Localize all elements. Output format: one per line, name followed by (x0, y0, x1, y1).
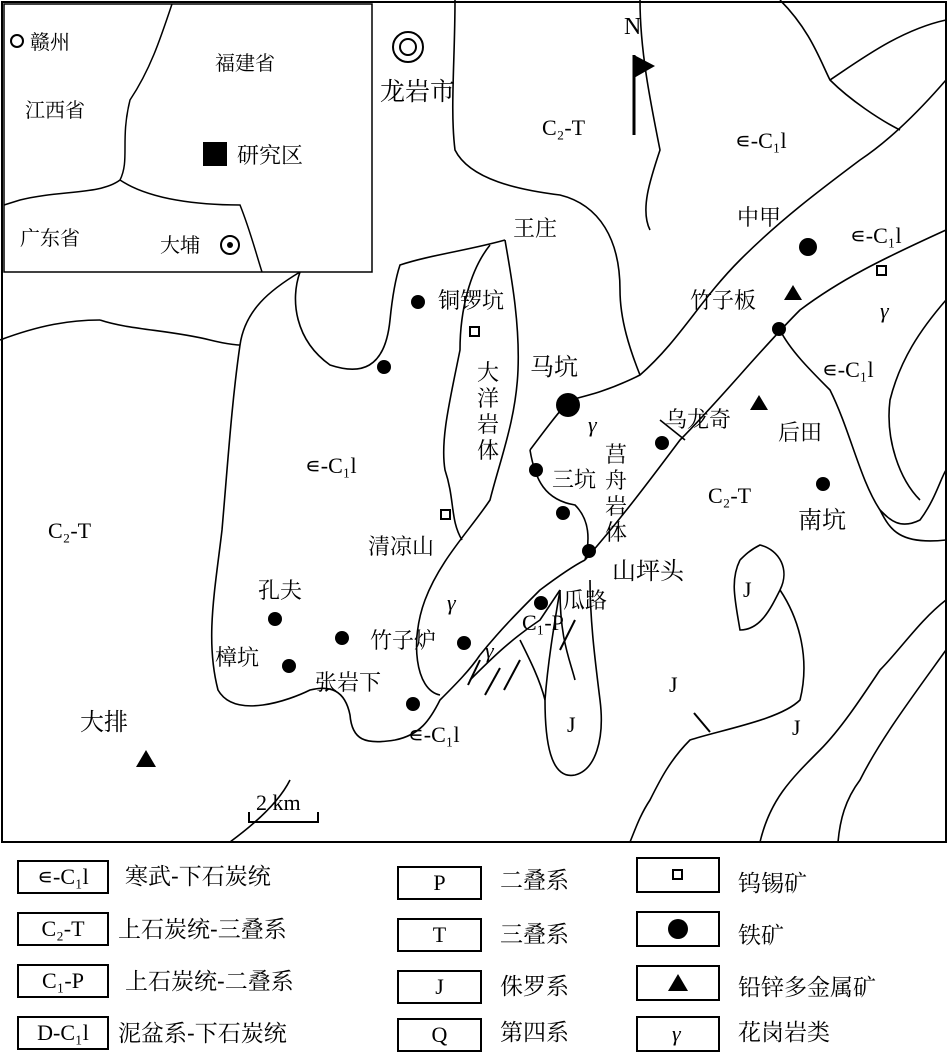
legend-dc1l-label: 泥盆系-下石炭统 (118, 1021, 287, 1047)
place-houtian: 后田 (778, 421, 823, 446)
place-dayang-4: 体 (477, 439, 500, 464)
place-tongluokeng: 铜锣坑 (438, 289, 505, 314)
place-juzhou-2: 舟 (605, 469, 628, 494)
stratum-j-se: J (669, 672, 678, 697)
iron-deposit-icon (655, 436, 669, 450)
inset-map (4, 4, 372, 272)
place-juzhou-1: 莒 (605, 443, 628, 468)
stratum-j-far-se: J (792, 715, 801, 740)
legend-iron-label: 铁矿 (738, 923, 784, 949)
iron-deposit-icon (799, 238, 817, 256)
place-dapai: 大排 (80, 708, 128, 736)
legend-markers (637, 858, 719, 1051)
place-juzhou-4: 体 (605, 521, 628, 546)
place-dayang-3: 岩 (477, 413, 500, 438)
stratum-ec1l-far-ne: ∊-C₁l (850, 223, 902, 248)
place-juzhou-3: 岩 (605, 495, 628, 520)
granite-gamma-4: γ (485, 638, 494, 663)
iron-deposit-icon (335, 631, 349, 645)
longyan-city-inner-icon (400, 39, 416, 55)
inset-ganzhou-label: 赣州 (30, 30, 70, 54)
scale-label: 2 km (256, 790, 301, 815)
stratum-ec1l-ne: ∊-C₁l (735, 128, 787, 153)
legend-tungsten-tin-icon (673, 870, 682, 879)
tungsten-tin-deposit-icon (877, 266, 886, 275)
legend-p-symbol: P (433, 870, 446, 895)
iron-deposit-icon (556, 506, 570, 520)
legend-iron-icon (668, 919, 688, 939)
lead-zinc-deposit-icon (750, 395, 768, 410)
iron-deposit-icon (377, 360, 391, 374)
legend-t-symbol: T (432, 922, 447, 947)
place-dayang-1: 大 (477, 361, 500, 386)
legend-c2t-symbol: C₂-T (41, 916, 85, 941)
tungsten-tin-deposit-icon (441, 510, 450, 519)
ganzhou-city-icon (11, 35, 23, 47)
place-makeng: 马坑 (530, 353, 578, 381)
longyan-label: 龙岩市 (380, 77, 456, 106)
legend-granite-symbol: γ (672, 1021, 681, 1046)
granite-gamma-2: γ (880, 298, 889, 323)
place-zhangyanxia: 张岩下 (315, 671, 382, 696)
place-wangzhuang: 王庄 (513, 217, 558, 242)
iron-deposit-icon (529, 463, 543, 477)
lead-zinc-deposit-icon (784, 285, 802, 300)
legend-c1p-symbol: C₁-P (42, 968, 84, 993)
iron-deposit-icon (282, 659, 296, 673)
dapu-city-center-icon (227, 242, 233, 248)
granite-gamma-3: γ (447, 590, 456, 615)
inset-jiangxi-label: 江西省 (25, 98, 85, 122)
place-zhuziban: 竹子板 (690, 289, 757, 314)
stratum-ec1l-east: ∊-C₁l (822, 357, 874, 382)
tungsten-tin-deposit-icon (470, 327, 479, 336)
legend-dc1l-symbol: D-C₁l (37, 1020, 89, 1045)
legend-ec1l-symbol: ∊-C₁l (37, 864, 89, 889)
granite-gamma-1: γ (588, 412, 597, 437)
place-shanpingtou: 山坪头 (612, 557, 684, 585)
iron-deposit-icon (268, 612, 282, 626)
inset-dapu-label: 大埔 (160, 233, 200, 257)
place-labels (80, 206, 846, 736)
iron-deposit-large-icon (556, 393, 580, 417)
lead-zinc-deposit-icon (136, 750, 156, 767)
stratum-ec1l-west: ∊-C₁l (305, 453, 357, 478)
place-kongfu: 孔夫 (258, 579, 303, 604)
legend-granite-label: 花岗岩类 (738, 1020, 830, 1046)
legend-tungsten-tin-label: 钨锡矿 (738, 871, 807, 897)
iron-deposit-icon (457, 636, 471, 650)
inset-guangdong-label: 广东省 (20, 226, 80, 250)
place-sankeng: 三坑 (552, 468, 597, 493)
inset-fujian-label: 福建省 (215, 51, 275, 75)
study-area-square-icon (203, 142, 227, 166)
legend-j-box (397, 970, 482, 1004)
legend-q-box (397, 1018, 482, 1052)
place-gualu: 瓜路 (563, 589, 608, 614)
stratum-j-south: J (567, 712, 576, 737)
place-zhangkeng: 樟坑 (215, 646, 260, 671)
place-wulongqi: 乌龙奇 (665, 408, 732, 433)
legend-lead-zinc-label: 铅锌多金属矿 (738, 975, 876, 1001)
lead-zinc-deposits (136, 285, 802, 767)
place-zhongjia: 中甲 (737, 206, 782, 231)
place-qingliangshan: 清凉山 (368, 535, 435, 560)
legend-j-label: 侏罗系 (500, 974, 569, 1000)
legend-c2t-label: 上石炭统-三叠系 (118, 917, 287, 943)
legend-q-label: 第四系 (500, 1020, 569, 1046)
stratum-c2t-west: C₂-T (48, 518, 92, 543)
stratum-j-east: J (743, 577, 752, 602)
inset-study-area-label: 研究区 (237, 144, 304, 169)
legend-q-symbol: Q (431, 1022, 448, 1047)
north-label: N (624, 14, 642, 40)
place-zhuzilu: 竹子炉 (370, 629, 437, 654)
legend-ec1l-box (17, 860, 109, 894)
legend-dc1l-box (17, 1016, 109, 1050)
stratum-c2t-east: C₂-T (708, 483, 752, 508)
iron-deposit-icon (411, 295, 425, 309)
legend-c2t-box (17, 912, 109, 946)
legend-p-box (397, 866, 482, 900)
legend-c1p-label: 上石炭统-二叠系 (125, 969, 294, 995)
legend-t-label: 三叠系 (500, 922, 569, 948)
legend-p-label: 二叠系 (500, 868, 569, 894)
iron-deposit-icon (816, 477, 830, 491)
iron-deposit-icon (534, 596, 548, 610)
legend-t-box (397, 918, 482, 952)
stratum-c2t-north: C₂-T (542, 115, 586, 140)
stratum-ec1l-south: ∊-C₁l (408, 722, 460, 747)
iron-deposit-icon (406, 697, 420, 711)
stratum-c1p: C₁-P (522, 610, 564, 635)
legend-j-symbol: J (435, 974, 444, 999)
place-dayang-2: 洋 (477, 387, 500, 412)
legend-ec1l-label: 寒武-下石炭统 (125, 864, 271, 890)
iron-deposit-icon (772, 322, 786, 336)
place-nankeng: 南坑 (798, 506, 846, 534)
legend-c1p-box (17, 964, 109, 998)
iron-deposit-icon (582, 544, 596, 558)
